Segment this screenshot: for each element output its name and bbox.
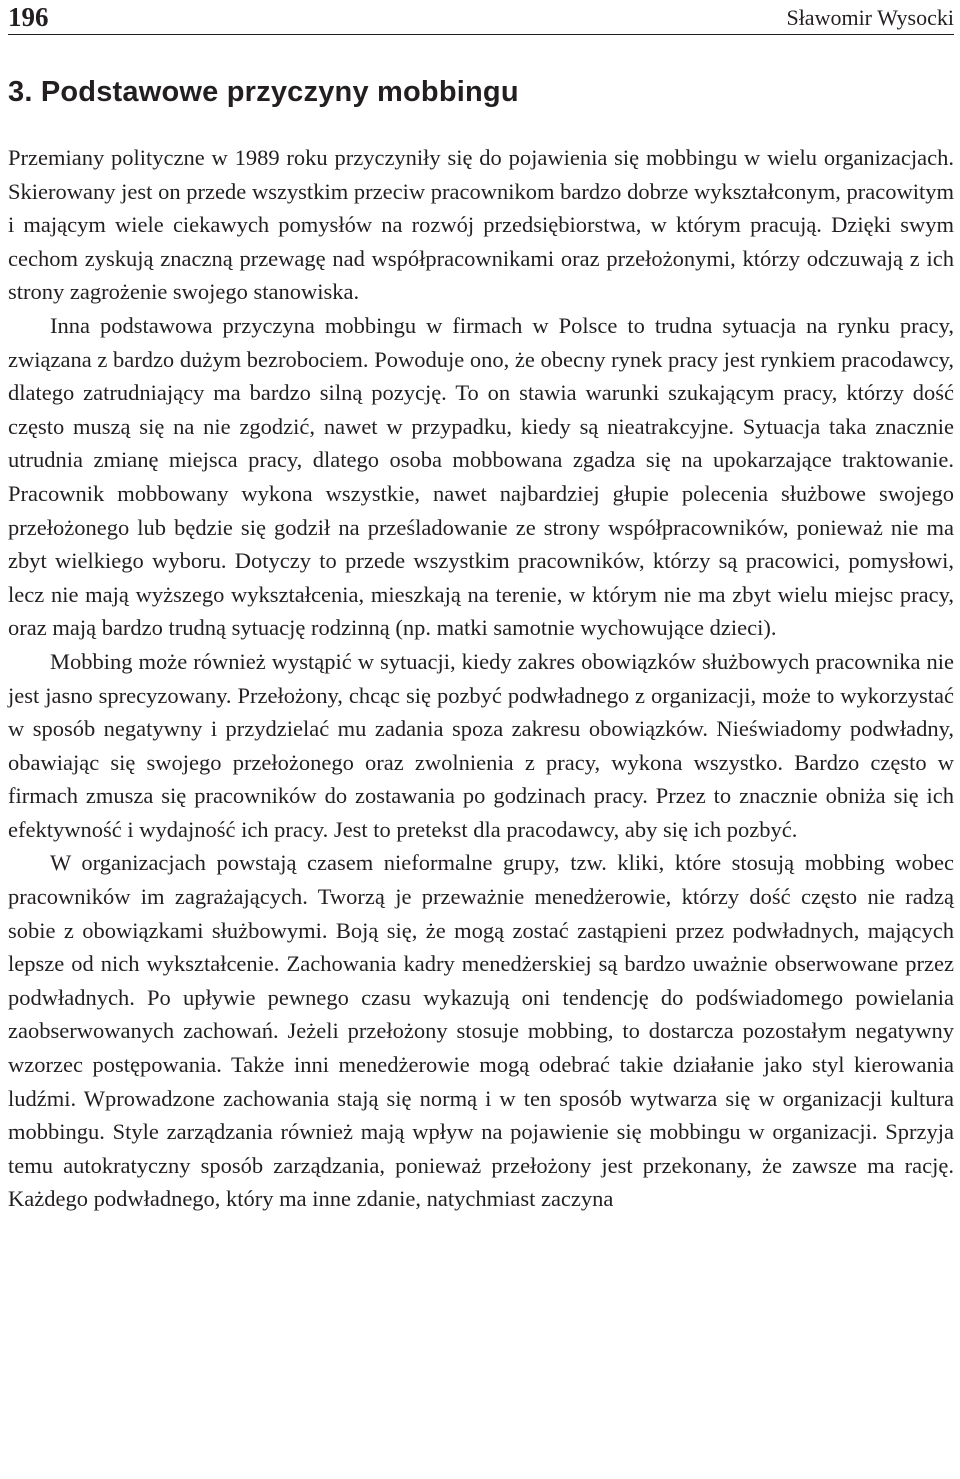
running-header [8, 0, 954, 35]
page-number: 196 [8, 2, 49, 32]
section-heading: 3. Podstawowe przyczyny mobbingu [8, 76, 519, 108]
body-text [8, 141, 954, 1216]
document-page [8, 0, 954, 1216]
paragraph: Inna podstawowa przyczyna mobbingu w firmach w Polsce to trudna sytuacja na rynku pracy, związana z bardzo dużym bezrobociem. Powoduje ono, że obecny rynek pracy jest rynkiem pracodawcy, dlatego zatrudniający ma bardzo silną pozycję. To on stawia warunki szukającym pracy, którzy dość często muszą się na nie zgodzić, nawet w przypadku, kiedy są nieatrakcyjne. Sytuacja taka znacznie utrudnia zmianę miejsca pracy, dlatego osoba mobbowana zgadza się na upokarzające traktowanie. Pracownik mobbowany wykona wszystkie, nawet najbardziej głupie polecenia służbowe swojego przełożonego lub będzie się godził na prześladowanie ze strony współpracowników, ponieważ nie ma zbyt wielkiego wyboru. Dotyczy to przede wszystkim pracowników, którzy są pracowici, pomysłowi, lecz nie mają wyższego wykształcenia, mieszkają na terenie, w którym nie ma zbyt wielu miejsc pracy, oraz mają bardzo trudną sytuację rodzinną (np. matki samotnie wychowujące dzieci). [8, 312, 954, 641]
paragraph: W organizacjach powstają czasem nieformalne grupy, tzw. kliki, które stosują mobbing wobec pracowników im zagrażających. Tworzą je przeważnie menedżerowie, którzy dość często nie radzą sobie z obowiązkami służbowymi. Boją się, że mogą zostać zastąpieni przez podwładnych, mających lepsze od nich wykształcenie. Zachowania kadry menedżerskiej są bardzo uważnie obserwowane przez podwładnych. Po upływie pewnego czasu wykazują oni tendencję do podświadomego powielania zaobserwowanych zachowań. Jeżeli przełożony stosuje mobbing, to dostarcza pozostałym negatywny wzorzec postępowania. Także inni menedżerowie mogą odebrać takie działanie jako styl kierowania ludźmi. Wprowadzone zachowania stają się normą i w ten sposób wytwarza się w organizacji kultura mobbingu. Style zarządzania również mają wpływ na pojawienie się mobbingu w organizacji. Sprzyja temu autokratyczny sposób zarządzania, ponieważ przełożony jest przekonany, że zawsze ma rację. Każdego podwładnego, który ma inne zdanie, natychmiast zaczyna [8, 850, 954, 1212]
paragraph: Przemiany polityczne w 1989 roku przyczyniły się do pojawienia się mobbingu w wielu organizacjach. Skierowany jest on przede wszystkim przeciw pracownikom bardzo dobrze wykształconym, pracowitym i mającym wiele ciekawych pomysłów na rozwój przedsiębiorstwa, w którym pracują. Dzięki swym cechom zyskują znaczną przewagę nad współpracownikami oraz przełożonymi, którzy odczuwają z ich strony zagrożenie swojego stanowiska. [8, 145, 954, 305]
paragraph: Mobbing może również wystąpić w sytuacji, kiedy zakres obowiązków służbowych pracownika nie jest jasno sprecyzowany. Przełożony, chcąc się pozbyć podwładnego z organizacji, może to wykorzystać w sposób negatywny i przydzielać mu zadania spoza zakresu obowiązków. Nieświadomy podwładny, obawiając się swojego przełożonego oraz zwolnienia z pracy, wykona wszystko. Bardzo często w firmach zmusza się pracowników do zostawania po godzinach pracy. Przez to znacznie obniża się ich efektywność i wydajność ich pracy. Jest to pretekst dla pracodawcy, aby się ich pozbyć. [8, 648, 954, 842]
running-author: Sławomir Wysocki [786, 5, 954, 30]
